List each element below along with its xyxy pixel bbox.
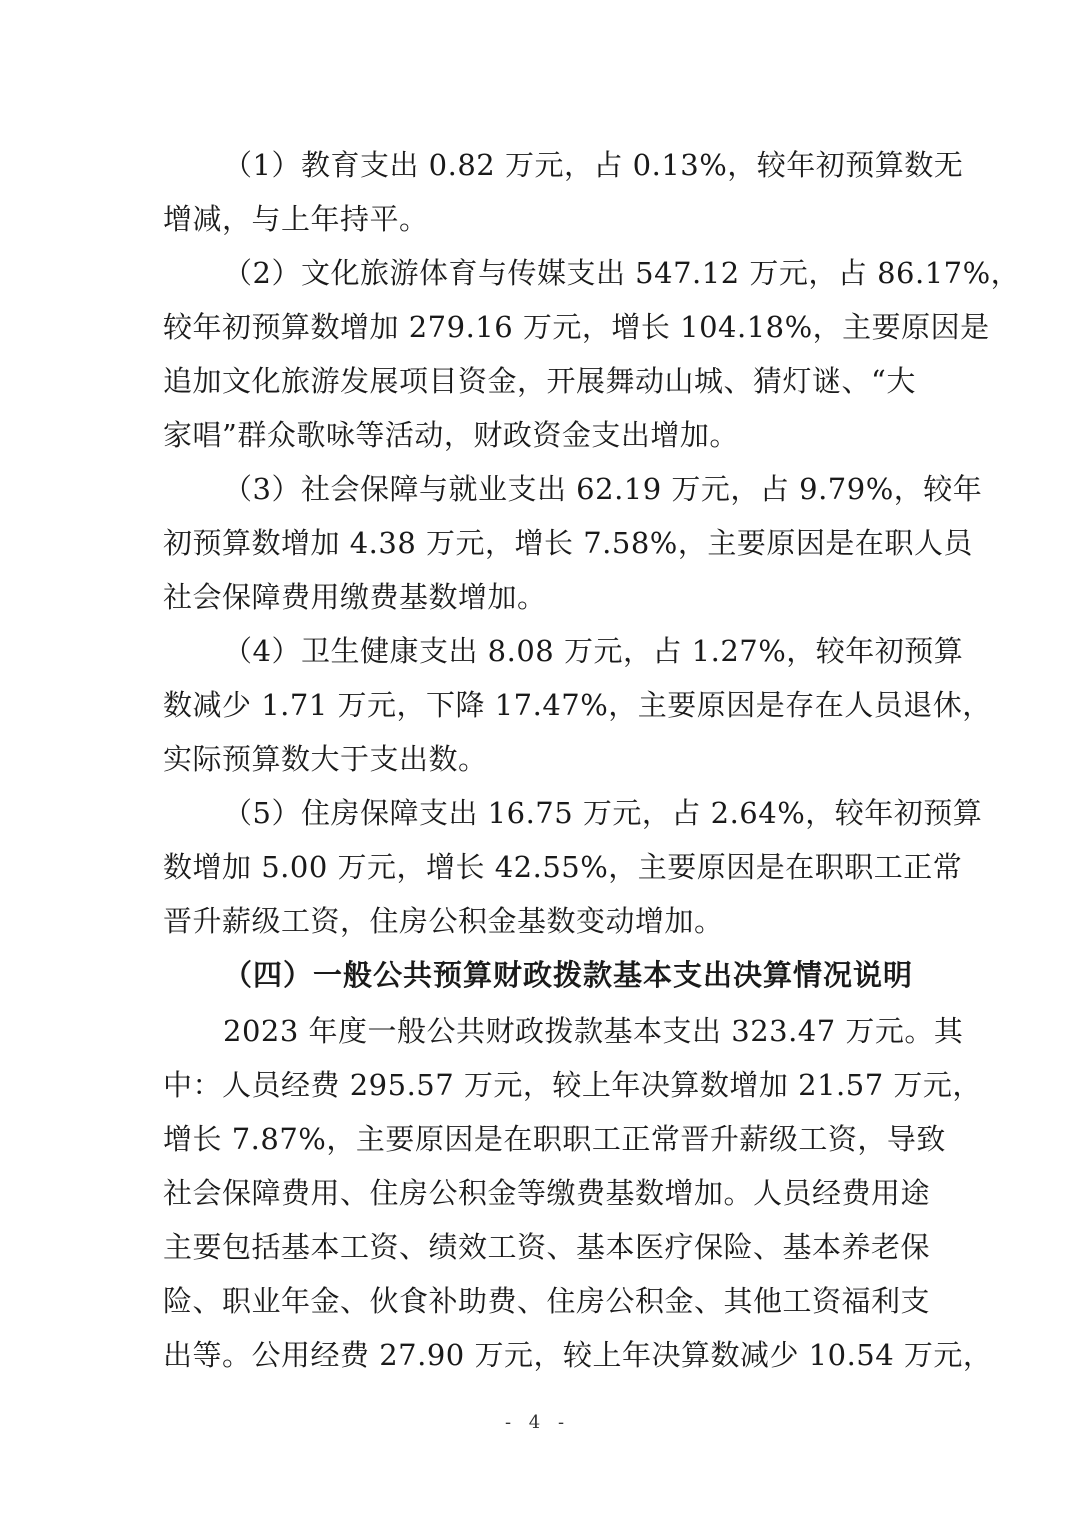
paragraph-3-line-1: （3）社会保障与就业支出 62.19 万元，占 9.79%，较年 bbox=[223, 472, 983, 506]
paragraph-3-line-3: 社会保障费用缴费基数增加。 bbox=[163, 580, 547, 614]
paragraph-1-line-1: （1）教育支出 0.82 万元，占 0.13%，较年初预算数无 bbox=[223, 148, 964, 182]
paragraph-2-line-1: （2）文化旅游体育与传媒支出 547.12 万元，占 86.17%， bbox=[223, 256, 1021, 290]
section-body-line-2: 中：人员经费 295.57 万元，较上年决算数增加 21.57 万元， bbox=[163, 1068, 982, 1102]
paragraph-2-line-2: 较年初预算数增加 279.16 万元，增长 104.18%，主要原因是 bbox=[163, 310, 990, 344]
paragraph-3-line-2: 初预算数增加 4.38 万元，增长 7.58%，主要原因是在职人员 bbox=[163, 526, 973, 560]
paragraph-4-line-3: 实际预算数大于支出数。 bbox=[163, 742, 488, 776]
paragraph-5-line-3: 晋升薪级工资，住房公积金基数变动增加。 bbox=[163, 904, 724, 938]
paragraph-5-line-1: （5）住房保障支出 16.75 万元，占 2.64%，较年初预算 bbox=[223, 796, 983, 830]
paragraph-4-line-2: 数减少 1.71 万元，下降 17.47%，主要原因是存在人员退休， bbox=[163, 688, 992, 722]
paragraph-1-line-2: 增减，与上年持平。 bbox=[163, 202, 429, 236]
page-number: - 4 - bbox=[504, 1412, 571, 1433]
section-body-line-5: 主要包括基本工资、绩效工资、基本医疗保险、基本养老保 bbox=[163, 1230, 931, 1264]
paragraph-4-line-1: （4）卫生健康支出 8.08 万元，占 1.27%，较年初预算 bbox=[223, 634, 964, 668]
paragraph-5-line-2: 数增加 5.00 万元，增长 42.55%，主要原因是在职职工正常 bbox=[163, 850, 963, 884]
section-body-line-6: 险、职业年金、伙食补助费、住房公积金、其他工资福利支 bbox=[163, 1284, 931, 1318]
section-body-line-1: 2023 年度一般公共财政拨款基本支出 323.47 万元。其 bbox=[223, 1014, 964, 1048]
paragraph-2-line-4: 家唱”群众歌咏等活动，财政资金支出增加。 bbox=[163, 418, 739, 452]
section-body-line-4: 社会保障费用、住房公积金等缴费基数增加。人员经费用途 bbox=[163, 1176, 931, 1210]
section-body-line-3: 增长 7.87%，主要原因是在职职工正常晋升薪级工资，导致 bbox=[163, 1122, 946, 1156]
paragraph-2-line-3: 追加文化旅游发展项目资金，开展舞动山城、猜灯谜、“大 bbox=[163, 364, 916, 398]
section-heading: （四）一般公共预算财政拨款基本支出决算情况说明 bbox=[223, 958, 914, 992]
section-body-line-7: 出等。公用经费 27.90 万元，较上年决算数减少 10.54 万元， bbox=[163, 1338, 993, 1372]
